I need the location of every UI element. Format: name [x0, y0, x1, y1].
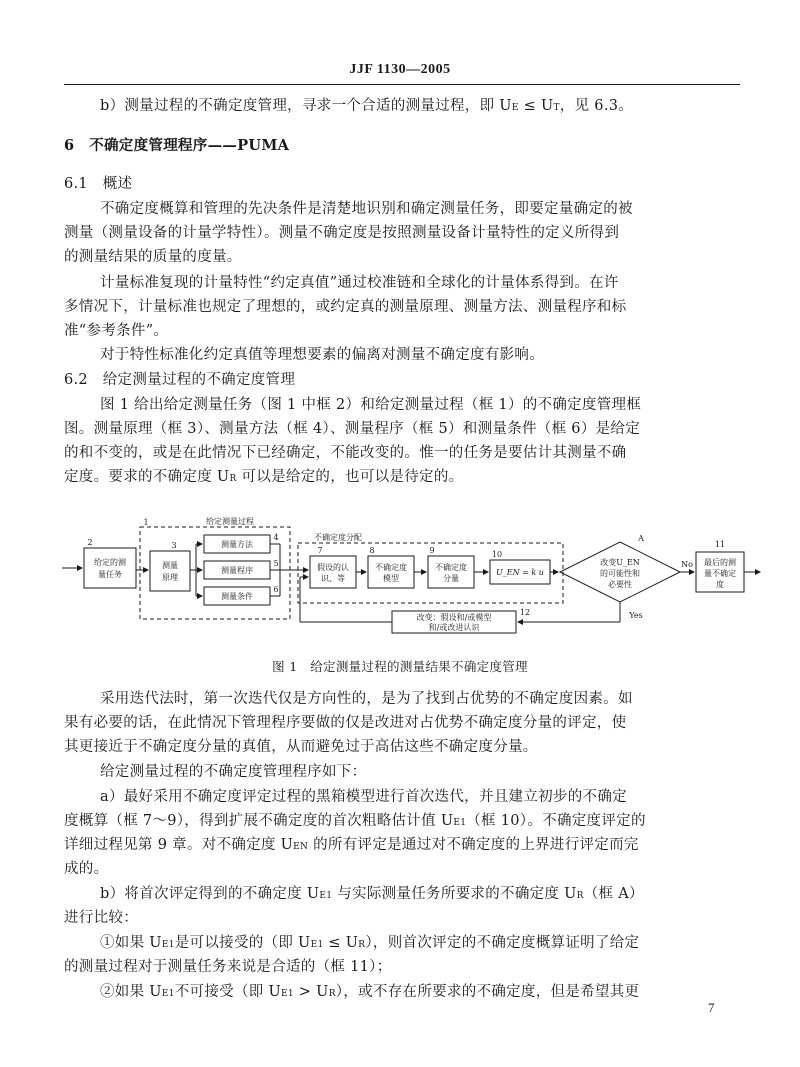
num-11: 11 [714, 540, 726, 549]
paragraph-line: ①如果 UE1是可以接受的（即 UE1 ≤ UR），则首次评定的不确定度概算证明了给定 [100, 935, 640, 951]
paragraph-line: 其更接近于不确定度分量的真值，从而避免过于高估这些不确定度分量。 [64, 739, 538, 755]
box-12-line: 和/或改进认识 [428, 623, 480, 632]
num-9: 9 [429, 546, 435, 555]
num-8: 8 [369, 546, 375, 555]
section-6-heading: 6 不确定度管理程序——PUMA [64, 137, 290, 154]
box-12-line: 改变：假设和/或模型 [416, 613, 492, 622]
box-8-line: 不确定度 [375, 563, 407, 572]
box-11-line: 量不确定 [704, 569, 736, 578]
paragraph-line: 进行比较： [64, 910, 138, 926]
num-A: A [638, 534, 644, 543]
num-6: 6 [273, 585, 279, 594]
box-9-line: 分量 [443, 574, 459, 583]
box-10-label: U_EN = k u [496, 568, 544, 577]
box-3-principle [150, 551, 190, 591]
yes-label: Yes [629, 611, 643, 620]
group-1-title: 给定测量过程 [206, 517, 254, 526]
paragraph-line: 多情况下，计量标准也规定了理想的，或约定真的测量原理、测量方法、测量程序和标 [64, 299, 627, 315]
box-2-line: 量任务 [98, 570, 122, 579]
paragraph-line: 测量（测量设备的计量学特性）。测量不确定度是按照测量设备计量特性的定义所得到 [64, 225, 620, 241]
paragraph-line: 计量标准复现的计量特性“约定真值”通过校准链和全球化的计量体系得到。在许 [100, 275, 619, 291]
num-1: 1 [143, 518, 149, 527]
box-11-line: 最后的测 [704, 558, 736, 567]
paragraph-line: 采用迭代法时，第一次迭代仅是方向性的，是为了找到占优势的不确定度因素。如 [100, 691, 633, 707]
paragraph-line: 成的。 [64, 861, 109, 877]
paragraph-line: 的测量结果的质量的度量。 [64, 249, 242, 265]
paragraph-line: 图。测量原理（框 3）、测量方法（框 4）、测量程序（框 5）和测量条件（框 6）是给定 [64, 421, 641, 437]
box-4-label: 测量方法 [221, 540, 253, 549]
num-2: 2 [87, 538, 93, 547]
box-9-components [428, 556, 474, 588]
box-3-line: 原理 [162, 573, 178, 582]
decision-A-line: 改变U_EN [600, 558, 640, 567]
paragraph-line: b）将首次评定得到的不确定度 UE1 与实际测量任务所要求的不确定度 UR（框 A） [100, 886, 644, 902]
box-9-line: 不确定度 [435, 563, 467, 572]
num-10: 10 [491, 550, 503, 559]
header-rule [64, 84, 740, 85]
paragraph-line: ②如果 UE1不可接受（即 UE1 > UR），或不存在所要求的不确定度，但是希望其更 [100, 984, 640, 1000]
figure-1-diagram [0, 515, 800, 635]
box-11-line: 度 [716, 580, 724, 589]
paragraph-line: 果有必要的话，在此情况下管理程序要做的仅是改进对占优势不确定度分量的评定，使 [64, 715, 627, 731]
paragraph-line: 对于特性标准化约定真值等理想要素的偏离对测量不确定度有影响。 [100, 347, 544, 363]
paragraph-line: a）最好采用不确定度评定过程的黑箱模型进行首次迭代，并且建立初步的不确定 [100, 789, 627, 805]
box-5-label: 测量程序 [221, 566, 253, 575]
decision-A-line: 的可能性和 [600, 569, 640, 578]
paragraph-line: 准“参考条件”。 [64, 323, 169, 339]
box-6-label: 测量条件 [221, 592, 253, 601]
num-4: 4 [273, 533, 279, 542]
num-7: 7 [317, 546, 323, 555]
paragraph-line: 度概算（框 7～9），得到扩展不确定度的首次粗略估计值 UE1（框 10）。不确定度评定的 [64, 813, 646, 829]
section-6-1-heading: 6.1 概述 [64, 176, 133, 192]
section-6-2-heading: 6.2 给定测量过程的不确定度管理 [64, 372, 296, 388]
box-8-model [368, 556, 414, 588]
group-2-title: 不确定度分配 [314, 533, 362, 542]
decision-A-line: 必要性 [608, 580, 632, 589]
paragraph-line: 图 1 给出给定测量任务（图 1 中框 2）和给定测量过程（框 1）的不确定度管理框 [100, 397, 642, 413]
page-header-code: JJF 1130—2005 [349, 62, 451, 77]
box-7-assumption [310, 556, 356, 588]
num-3: 3 [171, 541, 177, 550]
box-7-line: 识、等 [321, 574, 345, 583]
paragraph-line: 给定测量过程的不确定度管理程序如下： [100, 764, 367, 780]
page-number: 7 [708, 1000, 715, 1015]
paragraph-line: 不确定度概算和管理的先决条件是清楚地识别和确定测量任务，即要定量确定的被 [100, 201, 633, 217]
paragraph-line: 的和不变的，或是在此情况下已经确定，不能改变的。惟一的任务是要估计其测量不确 [64, 445, 627, 461]
box-8-line: 模型 [383, 574, 399, 583]
figure-1-caption: 图 1 给定测量过程的测量结果不确定度管理 [272, 659, 528, 674]
box-7-line: 假设的认 [317, 563, 349, 572]
box-2-measurement-task [84, 548, 136, 588]
paragraph-line: 详细过程见第 9 章。对不确定度 UEN 的所有评定是通过对不确定度的上界进行评定而完 [64, 837, 639, 853]
text-line-b: b）测量过程的不确定度管理，寻求一个合适的测量过程，即 UE ≤ UT，见 6.3。 [100, 98, 634, 114]
box-2-line: 给定的测 [94, 558, 126, 567]
box-3-line: 测量 [162, 561, 178, 570]
paragraph-line: 的测量过程对于测量任务来说是合适的（框 11）； [64, 959, 392, 975]
num-12: 12 [519, 608, 531, 617]
no-label: No [681, 560, 693, 569]
num-5: 5 [273, 559, 279, 568]
paragraph-line: 定度。要求的不确定度 UR 可以是给定的，也可以是待定的。 [64, 469, 464, 485]
